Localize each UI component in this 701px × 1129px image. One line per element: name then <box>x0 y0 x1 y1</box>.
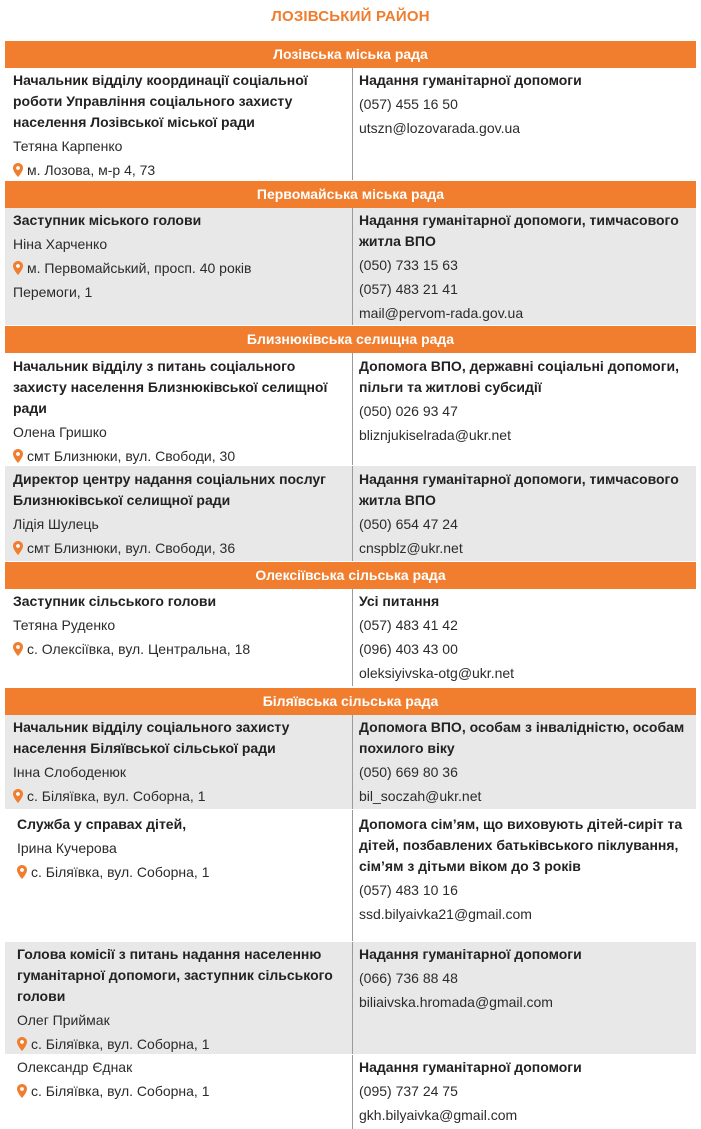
email[interactable]: utszn@lozovarada.gov.ua <box>359 120 521 136</box>
contact-row <box>5 1055 696 1129</box>
email[interactable]: mail@pervom-rada.gov.ua <box>359 305 524 321</box>
service: Допомога сім’ям, що виховують дітей-сиріт та дітей, позбавлених батьківського піклування, сім’ям з дітьми віком до 3 років <box>359 816 683 874</box>
person-name: Ірина Кучерова <box>17 840 117 856</box>
position: Начальник відділу соціального захисту населення Біляївської сільської ради <box>13 719 290 756</box>
address: м. Первомайський, просп. 40 років <box>13 258 349 279</box>
phone[interactable]: (050) 654 47 24 <box>359 516 458 532</box>
address: с. Біляївка, вул. Соборна, 1 <box>17 862 353 883</box>
section-header-oleksiivka: Олексіївська сільська рада <box>5 562 696 589</box>
phone[interactable]: (057) 455 16 50 <box>359 96 458 112</box>
contact-row <box>5 68 696 180</box>
phone[interactable]: (057) 483 10 16 <box>359 882 458 898</box>
location-pin-icon <box>13 642 23 656</box>
contact-row <box>5 942 696 1054</box>
location-pin-icon <box>13 163 23 177</box>
position: Начальник відділу координації соціальної роботи Управління соціального захисту населення Лозівської міської ради <box>13 72 308 130</box>
email[interactable]: oleksiyivska-otg@ukr.net <box>359 665 515 681</box>
section-header-blyzniuky: Близнюківська селищна рада <box>5 326 696 353</box>
position: Голова комісії з питань надання населенню гуманітарної допомоги, заступник сільського голови <box>17 946 333 1004</box>
phone[interactable]: (050) 026 93 47 <box>359 403 458 419</box>
section-header-biliaivka: Біляївська сільська рада <box>5 688 696 715</box>
person-name: Ніна Харченко <box>13 236 108 252</box>
position: Начальник відділу з питань соціального захисту населення Близнюківської селищної ради <box>13 358 328 416</box>
service: Усі питання <box>359 593 440 609</box>
contact-row <box>5 810 696 941</box>
address: с. Біляївка, вул. Соборна, 1 <box>13 786 349 807</box>
address: смт Близнюки, вул. Свободи, 36 <box>13 538 349 559</box>
address: с. Олексіївка, вул. Центральна, 18 <box>13 639 349 660</box>
district-title: ЛОЗІВСЬКИЙ РАЙОН <box>271 8 430 25</box>
contact-row <box>5 208 696 325</box>
person-name: Лідія Шулець <box>13 516 99 532</box>
position: Директор центру надання соціальних послуг Близнюківської селищної ради <box>13 471 327 508</box>
location-pin-icon <box>17 1084 27 1098</box>
email[interactable]: ssd.bilyaivka21@gmail.com <box>359 906 532 922</box>
email[interactable]: biliaivska.hromada@gmail.com <box>359 994 553 1010</box>
contact-row <box>5 715 696 809</box>
email[interactable]: bliznjukiselrada@ukr.net <box>359 427 511 443</box>
location-pin-icon <box>17 865 27 879</box>
location-pin-icon <box>13 789 23 803</box>
location-pin-icon <box>13 541 23 555</box>
address-continued: Перемоги, 1 <box>13 284 93 300</box>
person-name: Тетяна Карпенко <box>13 138 123 154</box>
email[interactable]: cnspblz@ukr.net <box>359 540 463 556</box>
location-pin-icon <box>13 261 23 275</box>
service: Надання гуманітарної допомоги <box>359 1059 582 1075</box>
service: Надання гуманітарної допомоги, тимчасового житла ВПО <box>359 471 679 508</box>
position: Заступник сільського голови <box>13 593 217 609</box>
phone[interactable]: (050) 669 80 36 <box>359 764 458 780</box>
phone[interactable]: (057) 483 21 41 <box>359 281 458 297</box>
service: Допомога ВПО, державні соціальні допомоги, пільги та житлові субсидії <box>359 358 680 395</box>
service: Надання гуманітарної допомоги <box>359 946 582 962</box>
location-pin-icon <box>17 1037 27 1051</box>
address: с. Біляївка, вул. Соборна, 1 <box>17 1081 353 1102</box>
service: Надання гуманітарної допомоги, тимчасового житла ВПО <box>359 212 679 249</box>
email[interactable]: bil_soczah@ukr.net <box>359 788 482 804</box>
person-name: Олександр Єднак <box>17 1059 133 1075</box>
phone[interactable]: (096) 403 43 00 <box>359 641 458 657</box>
contact-row <box>5 589 696 686</box>
service: Допомога ВПО, особам з інвалідністю, особам похилого віку <box>359 719 685 756</box>
person-name: Інна Слободенюк <box>13 764 127 780</box>
contact-row <box>5 466 696 561</box>
location-pin-icon <box>13 449 23 463</box>
phone[interactable]: (050) 733 15 63 <box>359 257 458 273</box>
service: Надання гуманітарної допомоги <box>359 72 582 88</box>
section-header-lozova: Лозівська міська рада <box>5 41 696 68</box>
phone[interactable]: (095) 737 24 75 <box>359 1083 458 1099</box>
person-name: Олена Гришко <box>13 424 107 440</box>
address: смт Близнюки, вул. Свободи, 30 <box>13 446 349 467</box>
section-header-pervomaiskyi: Первомайська міська рада <box>5 181 696 208</box>
phone[interactable]: (066) 736 88 48 <box>359 970 458 986</box>
address: с. Біляївка, вул. Соборна, 1 <box>17 1034 353 1055</box>
position: Служба у справах дітей, <box>17 816 187 832</box>
email[interactable]: gkh.bilyaivka@gmail.com <box>359 1107 518 1123</box>
position: Заступник міського голови <box>13 212 202 228</box>
address: м. Лозова, м-р 4, 73 <box>13 160 349 181</box>
person-name: Олег Приймак <box>17 1012 110 1028</box>
person-name: Тетяна Руденко <box>13 617 116 633</box>
phone[interactable]: (057) 483 41 42 <box>359 617 458 633</box>
contact-row <box>5 353 696 465</box>
